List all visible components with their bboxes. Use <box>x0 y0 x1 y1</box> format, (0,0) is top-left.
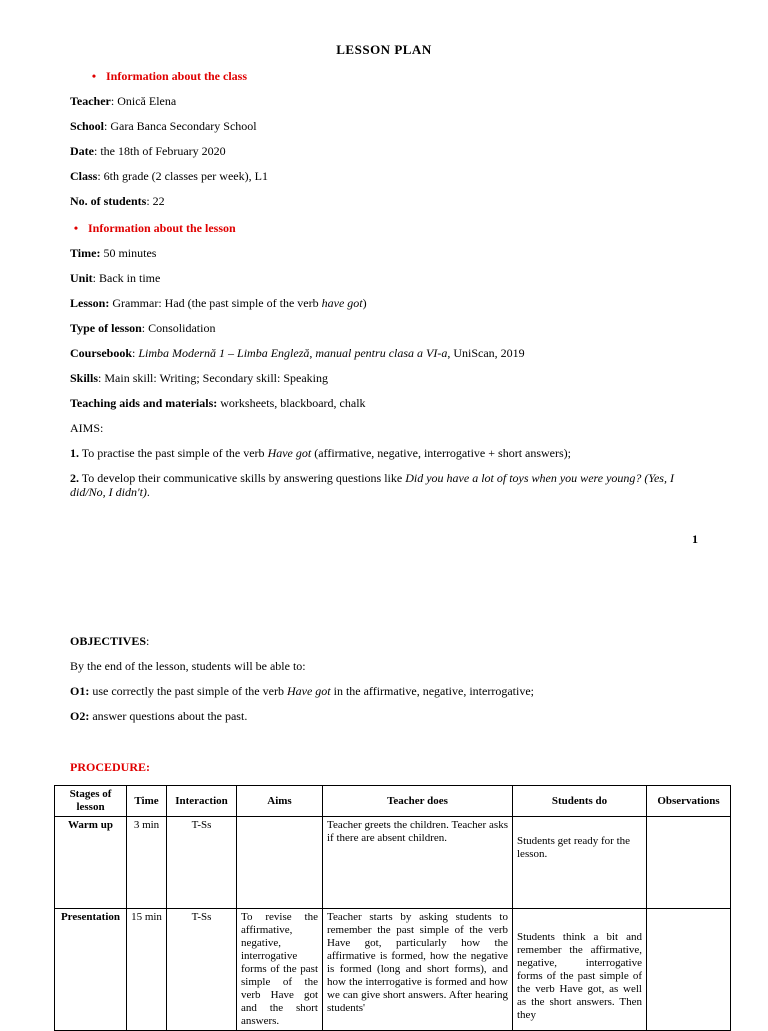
header-students-do: Students do <box>513 786 647 817</box>
header-time: Time <box>127 786 167 817</box>
time-cell: 3 min <box>127 817 167 909</box>
header-observations: Observations <box>647 786 731 817</box>
class-info-heading: • Information about the class <box>88 69 247 83</box>
lesson-line: Lesson: Grammar: Had (the past simple of the verb have got) <box>70 296 367 310</box>
lesson-type-line: Type of lesson: Consolidation <box>70 321 216 335</box>
header-teacher-does: Teacher does <box>323 786 513 817</box>
stage-cell: Warm up <box>55 817 127 909</box>
aims-cell <box>237 817 323 909</box>
coursebook-line: Coursebook: Limba Modernă 1 – Limba Engleză, manual pentru clasa a VI-a, UniScan, 2019 <box>70 346 525 360</box>
objective-2: O2: answer questions about the past. <box>70 709 248 723</box>
interaction-cell: T-Ss <box>167 817 237 909</box>
lesson-info-heading: • Information about the lesson <box>70 221 236 235</box>
procedure-heading: PROCEDURE: <box>70 760 150 774</box>
bullet-icon: • <box>91 69 97 83</box>
table-header-row <box>55 786 731 817</box>
aims-heading: AIMS: <box>70 421 104 435</box>
observations-cell <box>647 817 731 909</box>
class-line: Class: 6th grade (2 classes per week), L1 <box>70 169 268 183</box>
teacher-cell: Teacher starts by asking students to remember the past simple of the verb Have got, particularly how the affirmative is formed, how the negative is formed (long and short forms), and how the interrogative is formed and how we can give short answers. After hearing students' <box>323 909 513 1031</box>
teacher-cell: Teacher greets the children. Teacher asks if there are absent children. <box>323 817 513 909</box>
date-line: Date: the 18th of February 2020 <box>70 144 226 158</box>
school-line: School: Gara Banca Secondary School <box>70 119 257 133</box>
observations-cell <box>647 909 731 1031</box>
page-number: 1 <box>692 532 698 546</box>
aim-1: 1. To practise the past simple of the verb Have got (affirmative, negative, interrogative + short answers); <box>70 446 572 460</box>
header-stages: Stages of lesson <box>55 786 127 817</box>
aims-cell: To revise the affirmative, negative, interrogative forms of the past simple of the verb Have got and the short answers. <box>237 909 323 1031</box>
header-interaction: Interaction <box>167 786 237 817</box>
objective-1: O1: use correctly the past simple of the verb Have got in the affirmative, negative, interrogative; <box>70 684 534 698</box>
time-cell: 15 min <box>127 909 167 1031</box>
table-row <box>55 909 731 1031</box>
students-cell: Students think a bit and remember the affirmative, negative, interrogative forms of the past simple of the verb Have got, as well as the short answers. Then they <box>513 909 647 1031</box>
objectives-intro: By the end of the lesson, students will be able to: <box>70 659 306 673</box>
aids-line: Teaching aids and materials: worksheets, blackboard, chalk <box>70 396 366 410</box>
objectives-heading: OBJECTIVES: <box>70 634 150 648</box>
unit-line: Unit: Back in time <box>70 271 161 285</box>
bullet-icon: • <box>73 221 79 235</box>
students-line: No. of students: 22 <box>70 194 165 208</box>
procedure-table <box>54 785 731 1031</box>
teacher-line: Teacher: Onică Elena <box>70 94 177 108</box>
time-line: Time: 50 minutes <box>70 246 157 260</box>
table-row <box>55 817 731 909</box>
skills-line: Skills: Main skill: Writing; Secondary skill: Speaking <box>70 371 328 385</box>
page-title: LESSON PLAN <box>336 42 432 57</box>
interaction-cell: T-Ss <box>167 909 237 1031</box>
aim-2: 2. To develop their communicative skills by answering questions like Did you have a lot of toys when you were young? (Yes, I did/No, I didn't). <box>70 471 674 499</box>
stage-cell: Presentation <box>55 909 127 1031</box>
header-aims: Aims <box>237 786 323 817</box>
students-cell: Students get ready for the lesson. <box>513 817 647 909</box>
